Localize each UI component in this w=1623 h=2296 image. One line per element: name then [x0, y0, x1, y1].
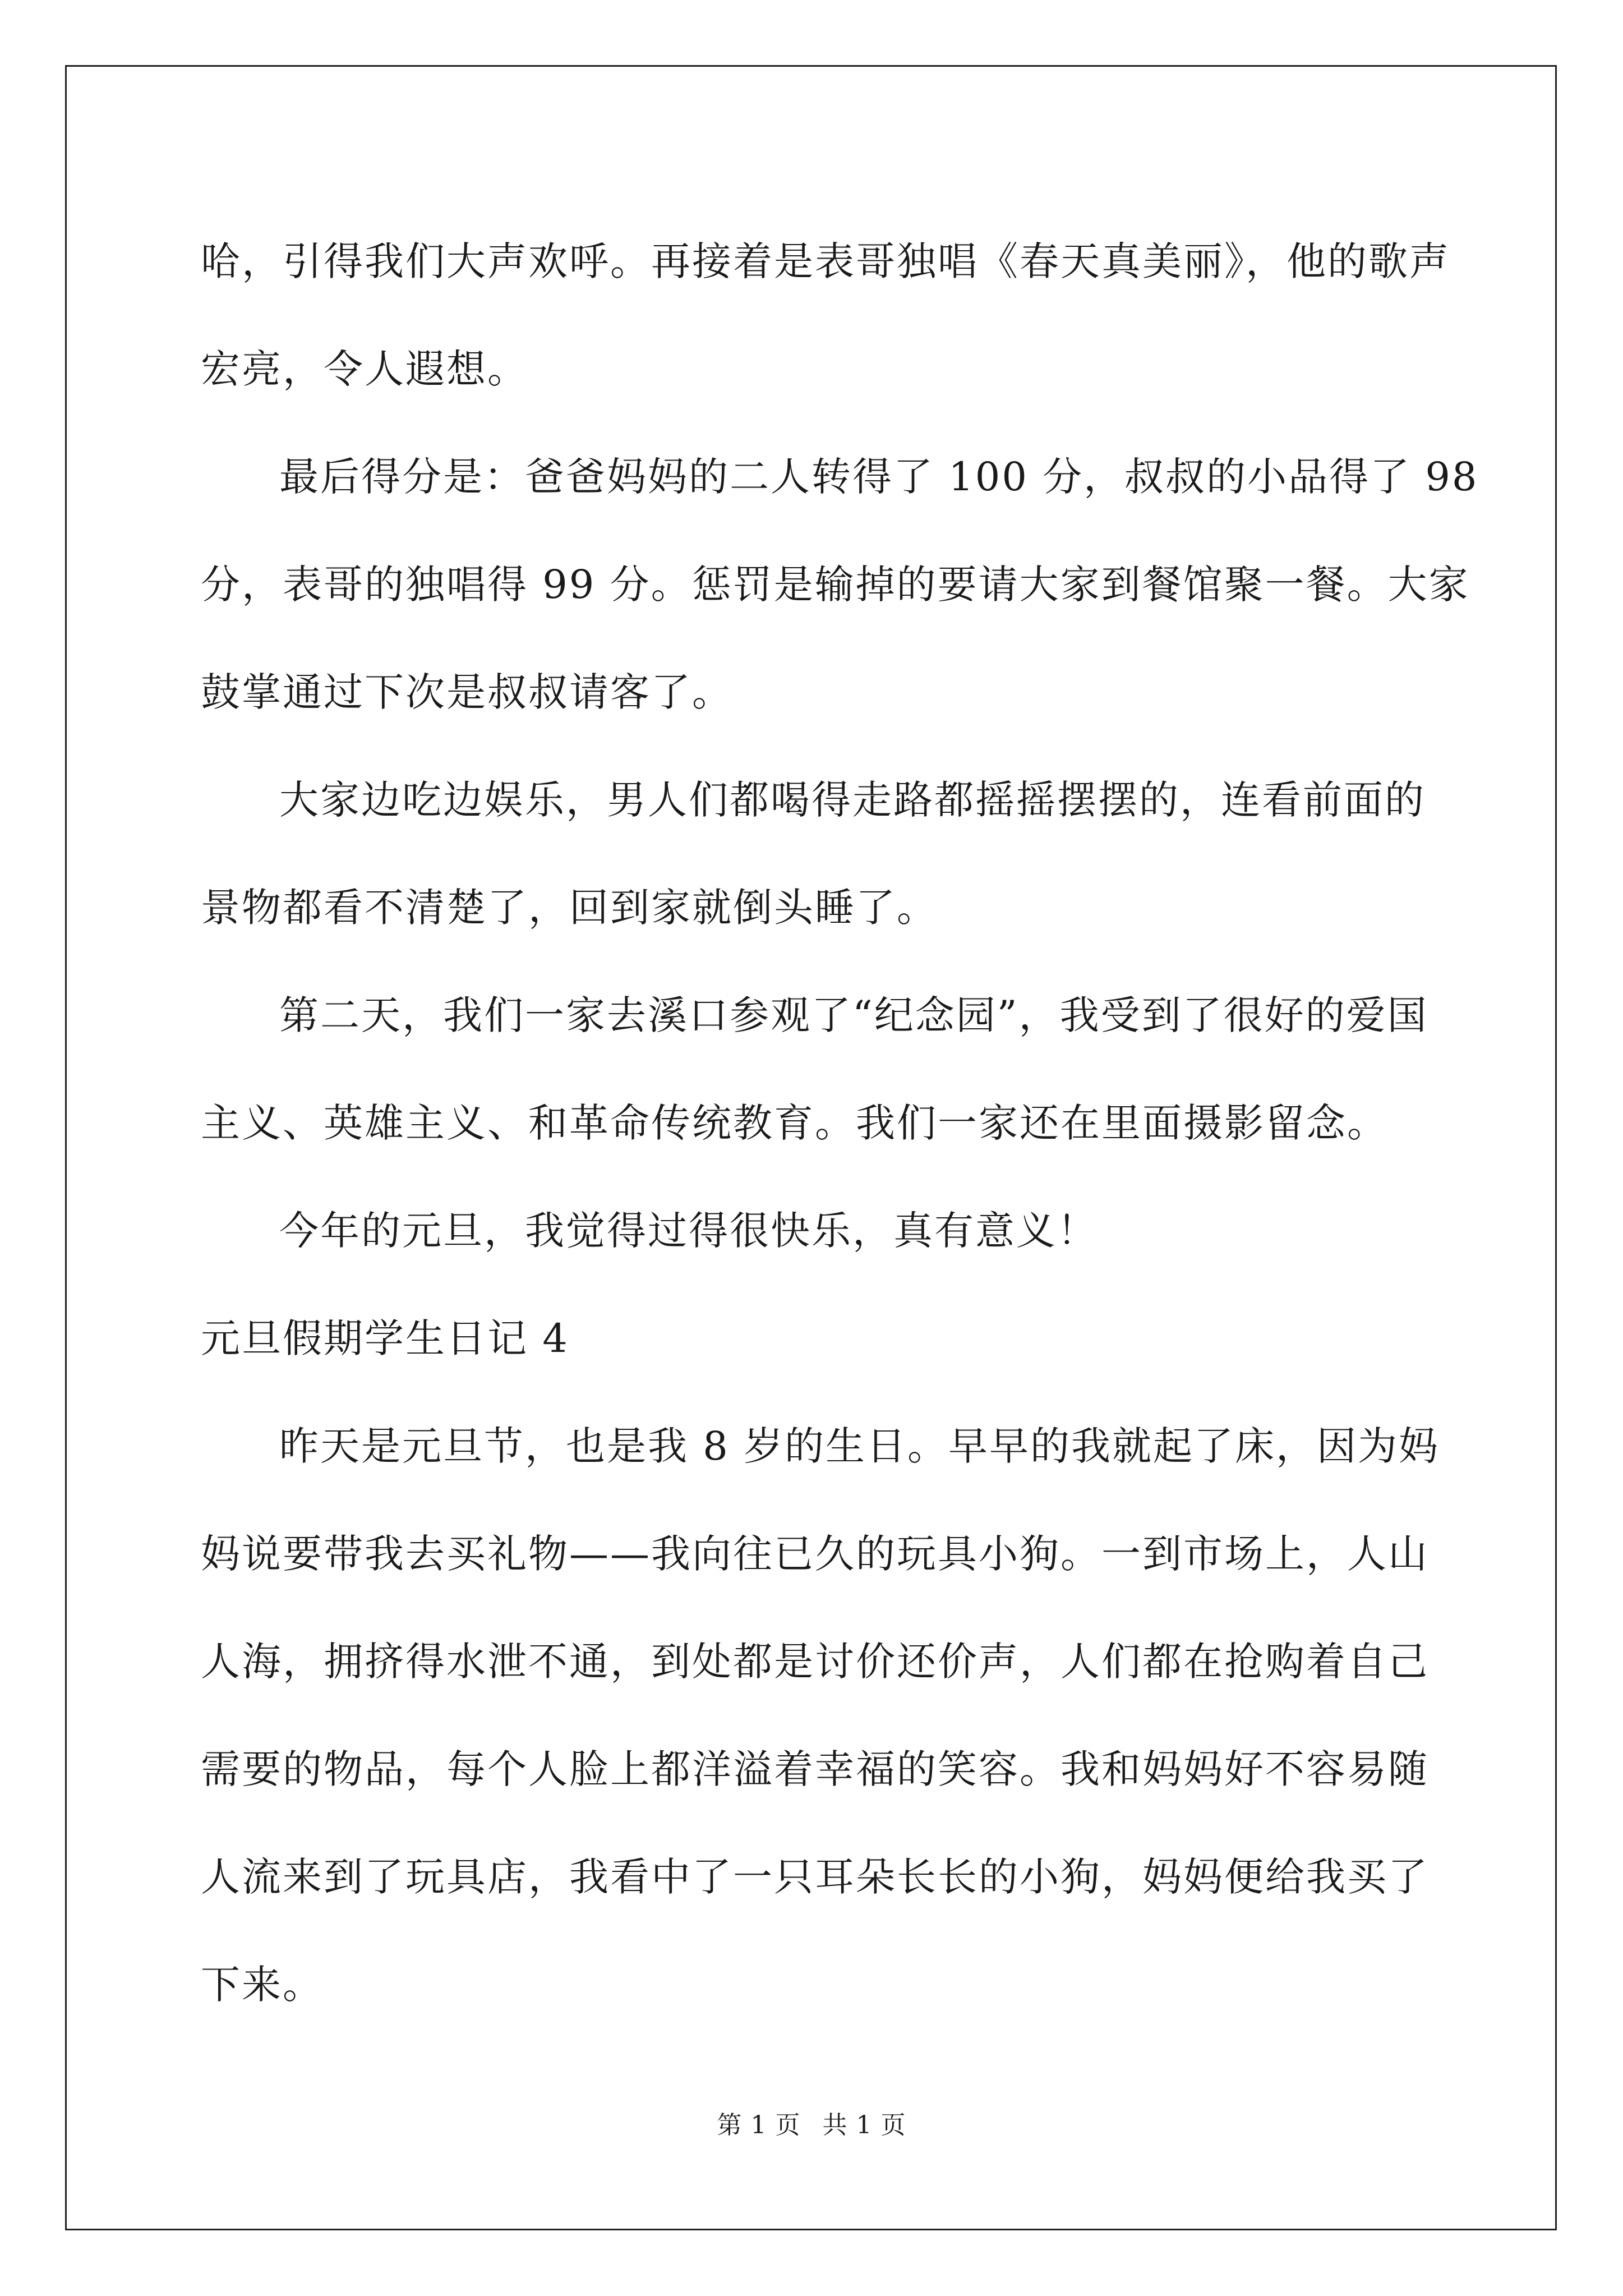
- paragraph-line: 下来。: [201, 1962, 324, 2008]
- paragraph-line: 主义、英雄主义、和革命传统教育。我们一家还在里面摄影留念。: [201, 1100, 1388, 1146]
- paragraph-2: [201, 423, 1479, 746]
- paragraph-line: 哈，引得我们大声欢呼。再接着是表哥独唱《春天真美丽》，他的歌声: [201, 238, 1450, 284]
- paragraph-line: 宏亮，令人遐想。: [201, 346, 528, 392]
- paragraph-line: 最后得分是：爸爸妈妈的二人转得了 100 分，叔叔的小品得了 98: [279, 454, 1479, 500]
- paragraph-line: 妈说要带我去买礼物——我向往已久的玩具小狗。一到市场上，人山: [201, 1531, 1429, 1577]
- page-number-current: 第 1 页: [717, 2111, 801, 2139]
- paragraph-line: 分，表哥的独唱得 99 分。惩罚是输掉的要请大家到餐馆聚一餐。大家: [201, 562, 1470, 608]
- paragraph-line: 人海，拥挤得水泄不通，到处都是讨价还价声，人们都在抢购着自己: [201, 1639, 1429, 1685]
- paragraph-line: 人流来到了玩具店，我看中了一只耳朵长长的小狗，妈妈便给我买了: [201, 1854, 1429, 1900]
- paragraph-5: [201, 1177, 1429, 1285]
- paragraph-line: 今年的元旦，我觉得过得很快乐，真有意义！: [279, 1208, 1098, 1254]
- paragraph-line: 第二天，我们一家去溪口参观了“纪念园”，我受到了很好的爱国: [279, 992, 1428, 1038]
- paragraph-1: [201, 208, 1450, 423]
- document-body: [201, 208, 1479, 2039]
- paragraph-3: [201, 746, 1429, 961]
- paragraph-line: 需要的物品，每个人脸上都洋溢着幸福的笑容。我和妈妈好不容易随: [201, 1746, 1429, 1792]
- section-paragraph: [201, 1392, 1440, 2039]
- paragraph-line: 大家边吃边娱乐，男人们都喝得走路都摇摇摆摆的，连看前面的: [279, 777, 1426, 823]
- paragraph-line: 景物都看不清楚了，回到家就倒头睡了。: [201, 885, 938, 931]
- paragraph-line: 鼓掌通过下次是叔叔请客了。: [201, 669, 733, 715]
- paragraph-4: [201, 961, 1429, 1177]
- page-footer: [0, 2105, 1623, 2141]
- section-title: 元旦假期学生日记 4: [201, 1315, 569, 1361]
- paragraph-line: 昨天是元旦节，也是我 8 岁的生日。早早的我就起了床，因为妈: [279, 1423, 1440, 1469]
- page-number-total: 共 1 页: [822, 2111, 906, 2139]
